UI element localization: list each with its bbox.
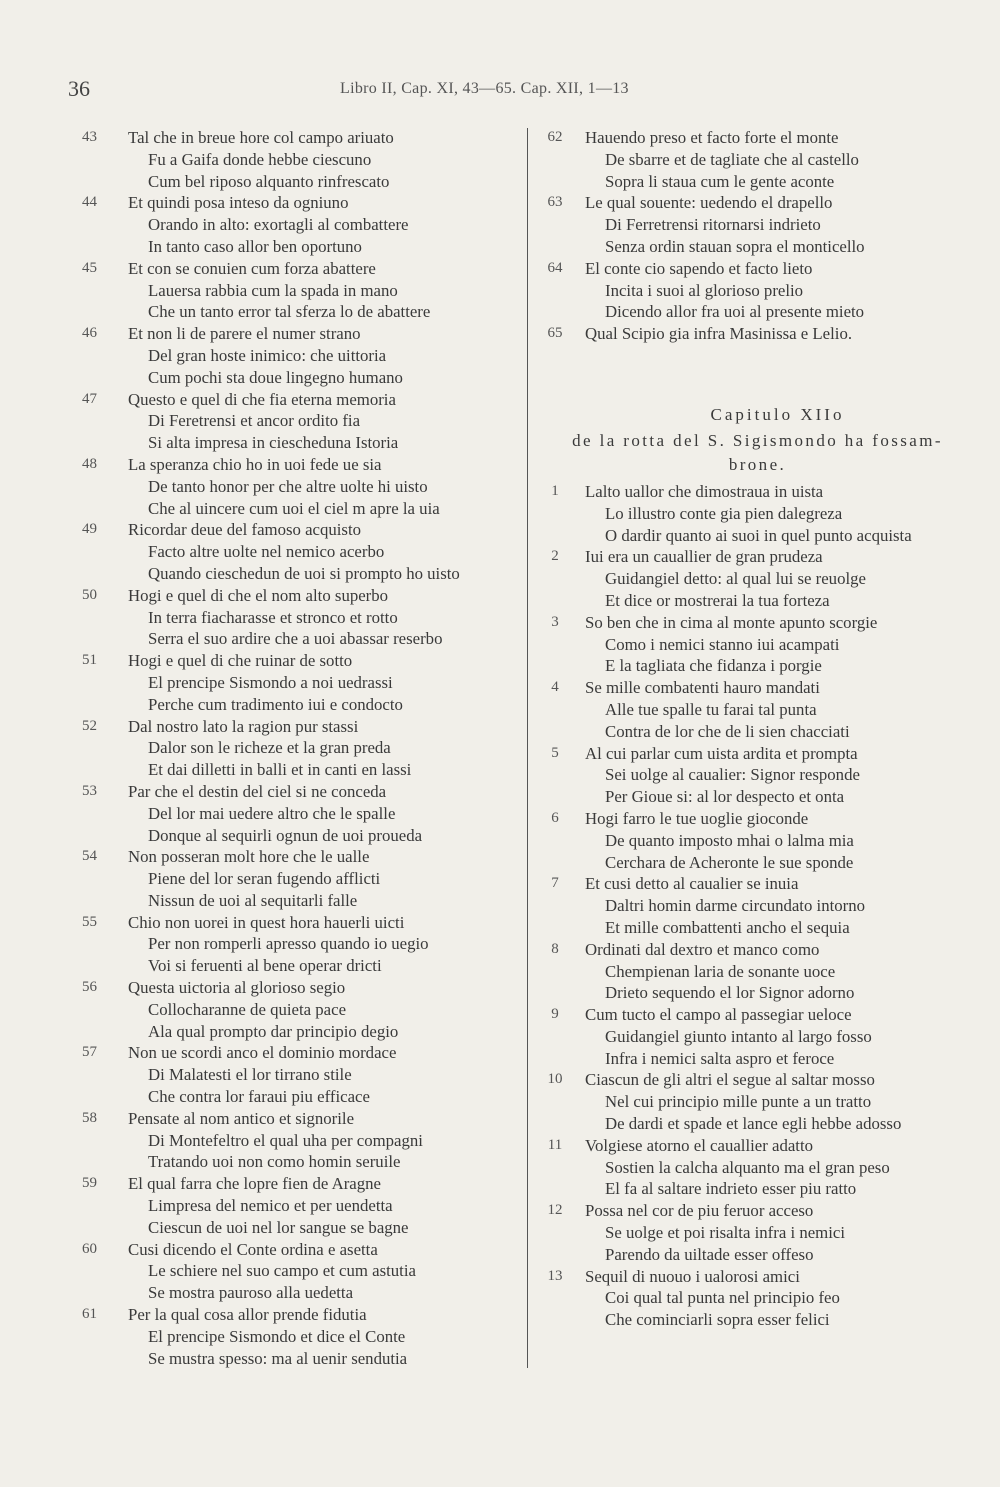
stanza-number: 57 xyxy=(82,1044,97,1061)
stanza-number: 1 xyxy=(551,482,559,499)
verse-line: Et mille combattenti ancho el sequia xyxy=(605,917,850,937)
verse-line: Tal che in breue hore col campo ariuato xyxy=(128,128,394,147)
verse-line: Como i nemici stanno iui acampati xyxy=(605,634,840,654)
verse-line: Lo illustro conte gia pien dalegreza xyxy=(605,503,843,523)
stanza xyxy=(535,127,980,192)
verse-line: Qual Scipio gia infra Masinissa e Lelio. xyxy=(585,324,853,344)
verse-line: Sopra li staua cum le gente aconte xyxy=(605,171,835,191)
verse-line: In terra fiacharasse et stronco et rotto xyxy=(148,607,398,627)
stanza xyxy=(535,192,980,257)
verse-line: Sostien la calcha alquanto ma el gran peso xyxy=(605,1157,890,1177)
stanza xyxy=(82,650,522,715)
verse-line: E la tagliata che fidanza i porgie xyxy=(605,656,822,676)
verse-line: Che contra lor faraui piu efficace xyxy=(148,1087,370,1107)
verse-line: Questa uictoria al glorioso segio xyxy=(128,978,346,998)
verse-line: Dicendo allor fra uoi al presente mieto xyxy=(605,302,865,322)
verse-line: Lauersa rabbia cum la spada in mano xyxy=(148,280,398,300)
verse-line: Incita i suoi al glorioso prelio xyxy=(605,280,804,300)
verse-line: Serra el suo ardire che a uoi abassar reserbo xyxy=(148,629,443,649)
verse-line: Dal nostro lato la ragion pur stassi xyxy=(128,716,359,736)
verse-line: Hogi e quel di che el nom alto superbo xyxy=(128,585,389,605)
stanza xyxy=(82,127,522,192)
stanza xyxy=(82,258,522,323)
stanza xyxy=(535,612,980,677)
stanza-number: 9 xyxy=(551,1006,559,1023)
stanza-number: 2 xyxy=(551,548,559,565)
verse-line: El qual farra che lopre fien de Aragne xyxy=(128,1174,381,1194)
verse-line: Guidangiel detto: al qual lui se reuolge xyxy=(605,569,866,589)
verse-line: Drieto sequendo el lor Signor adorno xyxy=(605,983,855,1003)
running-head: Libro II, Cap. XI, 43—65. Cap. XII, 1—13 xyxy=(340,80,629,97)
stanza xyxy=(535,1266,980,1331)
verse-line: Non ue scordi anco el dominio mordace xyxy=(128,1043,397,1063)
verse-line: De tanto honor per che altre uolte hi uisto xyxy=(148,476,428,496)
stanza xyxy=(535,1004,980,1069)
verse-line: Per non romperli apresso quando io uegio xyxy=(148,934,429,954)
page-number: 36 xyxy=(68,76,90,101)
verse-line: Ciescun de uoi nel lor sangue se bagne xyxy=(148,1217,409,1237)
verse-line: Coi qual tal punta nel principio feo xyxy=(605,1288,840,1308)
stanza xyxy=(82,519,522,584)
verse-line: El conte cio sapendo et facto lieto xyxy=(585,258,813,278)
stanza xyxy=(82,912,522,977)
verse-line: Di Montefeltro el qual uha per compagni xyxy=(148,1130,423,1150)
verse-line: De quanto imposto mhai o lalma mia xyxy=(605,830,854,850)
verse-line: Cerchara de Acheronte le sue sponde xyxy=(605,852,854,872)
stanza-number: 54 xyxy=(82,848,97,865)
verse-line: Contra de lor che de li sien chacciati xyxy=(605,721,850,741)
verse-line: Collocharanne de quieta pace xyxy=(148,999,347,1019)
verse-line: Fu a Gaifa donde hebbe ciescuno xyxy=(148,149,372,169)
verse-line: Del lor mai uedere altro che le spalle xyxy=(148,803,396,823)
verse-line: Nissun de uoi al sequitarli falle xyxy=(148,890,358,910)
stanza xyxy=(535,323,980,345)
verse-line: El fa al saltare indrieto esser piu ratto xyxy=(605,1179,857,1199)
verse-line: Piene del lor seran fugendo afflicti xyxy=(148,869,381,889)
verse-line: Infra i nemici salta aspro et feroce xyxy=(605,1048,835,1068)
verse-line: Iui era un cauallier de gran prudeza xyxy=(585,547,823,567)
stanza-number: 7 xyxy=(551,875,559,892)
stanza-number: 44 xyxy=(82,194,97,211)
verse-line: Al cui parlar cum uista ardita et prompta xyxy=(585,743,858,763)
verse-line: Quando cieschedun de uoi si prompto ho uisto xyxy=(148,563,460,583)
stanza xyxy=(82,454,522,519)
stanza xyxy=(535,1200,980,1265)
stanza xyxy=(535,1069,980,1134)
verse-line: Per Gioue si: al lor despecto et onta xyxy=(605,787,845,807)
verse-line: Hauendo preso et facto forte el monte xyxy=(585,128,839,147)
stanza xyxy=(82,977,522,1042)
verse-line: Possa nel cor de piu feruor acceso xyxy=(585,1201,814,1221)
stanza xyxy=(82,192,522,257)
stanza-number: 47 xyxy=(82,390,97,407)
verse-line: Le schiere nel suo campo et cum astutia xyxy=(148,1261,416,1281)
stanza xyxy=(535,677,980,742)
verse-line: Che un tanto error tal sferza lo de abattere xyxy=(148,302,431,322)
stanza-number: 4 xyxy=(551,679,559,696)
verse-line: Et con se conuien cum forza abattere xyxy=(128,258,376,278)
verse-line: Nel cui principio mille punte a un tratto xyxy=(605,1092,872,1112)
verse-line: Dalor son le richeze et la gran preda xyxy=(148,738,391,758)
left-column xyxy=(82,127,522,1369)
verse-line: Ricordar deue del famoso acquisto xyxy=(128,520,361,540)
stanza xyxy=(82,1173,522,1238)
verse-line: El prencipe Sismondo a noi uedrassi xyxy=(148,672,393,692)
stanza xyxy=(535,1135,980,1200)
chapter-subtitle xyxy=(535,429,980,477)
stanza-number: 59 xyxy=(82,1175,97,1192)
verse-line: Sequil di nuouo i ualorosi amici xyxy=(585,1266,800,1286)
stanza-number: 51 xyxy=(82,652,97,669)
verse-line: Daltri homin darme circundato intorno xyxy=(605,896,866,916)
verse-line: Chio non uorei in quest hora hauerli uicti xyxy=(128,912,405,932)
stanza xyxy=(535,873,980,938)
stanza-number: 61 xyxy=(82,1306,97,1323)
stanza-number: 45 xyxy=(82,259,97,276)
verse-line: Facto altre uolte nel nemico acerbo xyxy=(148,542,385,562)
verse-line: Et non li de parere el numer strano xyxy=(128,324,361,344)
column-divider xyxy=(527,128,528,1368)
stanzas-after-chapter xyxy=(535,481,980,1331)
stanza-number: 11 xyxy=(547,1136,563,1153)
stanza xyxy=(82,1304,522,1369)
verse-line: Pensate al nom antico et signorile xyxy=(128,1108,355,1128)
stanza-number: 49 xyxy=(82,521,97,538)
verse-line: Orando in alto: exortagli al combattere xyxy=(148,215,409,235)
verse-line: Lalto uallor che dimostraua in uista xyxy=(585,481,824,501)
stanza-number: 46 xyxy=(82,325,97,342)
verse-line: In tanto caso allor ben oportuno xyxy=(148,236,362,256)
stanza xyxy=(82,389,522,454)
verse-line: Cum tucto el campo al passegiar ueloce xyxy=(585,1005,852,1025)
verse-line: Del gran hoste inimico: che uittoria xyxy=(148,345,387,365)
chapter-spacer xyxy=(535,345,980,401)
verse-line: Cum pochi sta doue lingegno humano xyxy=(148,367,403,387)
stanza-number: 5 xyxy=(551,744,559,761)
stanza-number: 60 xyxy=(82,1240,97,1257)
right-column xyxy=(535,127,980,1331)
verse-line: Cusi dicendo el Conte ordina e asetta xyxy=(128,1239,378,1259)
stanza xyxy=(535,481,980,546)
chapter-subtitle-line: brone. xyxy=(728,454,787,474)
stanza-number: 10 xyxy=(547,1071,563,1088)
stanza-number: 65 xyxy=(547,325,563,342)
verse-line: Et dai dilletti in balli et in canti en lassi xyxy=(148,760,412,780)
verse-line: Tratando uoi non como homin seruile xyxy=(148,1152,401,1172)
stanza-number: 62 xyxy=(547,129,563,145)
stanza-number: 63 xyxy=(547,194,563,211)
stanza xyxy=(82,716,522,781)
stanza xyxy=(535,808,980,873)
verse-line: Donque al sequirli ognun de uoi proueda xyxy=(148,825,423,845)
verse-line: Per la qual cosa allor prende fidutia xyxy=(128,1305,367,1325)
stanza xyxy=(535,743,980,808)
stanza-number: 53 xyxy=(82,782,97,799)
verse-line: Se mustra spesso: ma al uenir sendutia xyxy=(148,1348,408,1368)
verse-line: Non posseran molt hore che le ualle xyxy=(128,847,370,867)
verse-line: Perche cum tradimento iui e condocto xyxy=(148,694,403,714)
verse-line: Par che el destin del ciel si ne conceda xyxy=(128,781,387,801)
stanza-number: 58 xyxy=(82,1109,97,1126)
verse-line: Et cusi detto al caualier se inuia xyxy=(585,874,799,894)
stanza xyxy=(535,939,980,1004)
verse-line: Hogi farro le tue uoglie gioconde xyxy=(585,808,809,828)
stanza-number: 55 xyxy=(82,913,97,930)
verse-line: Le qual souente: uedendo el drapello xyxy=(585,193,833,213)
verse-line: Ciascun de gli altri el segue al saltar mosso xyxy=(585,1070,875,1090)
verse-line: Alle tue spalle tu farai tal punta xyxy=(605,699,817,719)
stanza-number: 3 xyxy=(551,613,559,630)
verse-line: So ben che in cima al monte apunto scorgie xyxy=(585,612,878,632)
stanza-number: 50 xyxy=(82,586,97,603)
verse-line: Si alta impresa in ciescheduna Istoria xyxy=(148,433,399,453)
verse-line: Se mille combatenti hauro mandati xyxy=(585,678,820,698)
verse-line: La speranza chio ho in uoi fede ue sia xyxy=(128,454,382,474)
verse-line: Se uolge et poi risalta infra i nemici xyxy=(605,1223,845,1243)
stanza-number: 8 xyxy=(551,940,559,957)
stanza xyxy=(82,323,522,388)
stanza-number: 12 xyxy=(547,1202,563,1219)
verse-line: Et dice or mostrerai la tua forteza xyxy=(605,590,830,610)
verse-line: Sei uolge al caualier: Signor responde xyxy=(605,765,860,785)
verse-line: Ordinati dal dextro et manco como xyxy=(585,939,820,959)
verse-line: Questo e quel di che fia eterna memoria xyxy=(128,389,396,409)
stanza-number: 13 xyxy=(547,1267,563,1284)
chapter-title: Capitulo XIIo xyxy=(710,404,845,424)
verse-line: Et quindi posa inteso da ogniuno xyxy=(128,193,349,213)
verse-line: Che al uincere cum uoi el ciel m apre la uia xyxy=(148,498,440,518)
verse-line: Di Malatesti el lor tirrano stile xyxy=(148,1065,352,1085)
chapter-subtitle-line: de la rotta del S. Sigismondo ha fossam- xyxy=(572,430,943,450)
verse-line: Di Ferretrensi ritornarsi indrieto xyxy=(605,215,821,235)
verse-line: El prencipe Sismondo et dice el Conte xyxy=(148,1326,406,1346)
verse-line: Senza ordin stauan sopra el monticello xyxy=(605,236,865,256)
verse-line: De dardi et spade et lance egli hebbe adosso xyxy=(605,1114,902,1134)
verse-line: Limpresa del nemico et per uendetta xyxy=(148,1196,393,1216)
stanza-number: 64 xyxy=(547,259,563,276)
verse-line: De sbarre et de tagliate che al castello xyxy=(605,149,859,169)
verse-line: Cum bel riposo alquanto rinfrescato xyxy=(148,171,390,191)
verse-line: Di Feretrensi et ancor ordito fia xyxy=(148,411,361,431)
verse-line: Volgiese atorno el cauallier adatto xyxy=(585,1135,814,1155)
stanza xyxy=(82,1108,522,1173)
stanza-number: 56 xyxy=(82,979,97,996)
stanza xyxy=(535,546,980,611)
stanza-number: 43 xyxy=(82,129,97,145)
stanza-number: 52 xyxy=(82,717,97,734)
verse-line: Voi si feruenti al bene operar dricti xyxy=(148,956,382,976)
verse-line: Ala qual prompto dar principio degio xyxy=(148,1021,399,1041)
verse-line: Che cominciarli sopra esser felici xyxy=(605,1310,830,1330)
verse-line: Parendo da uiltade esser offeso xyxy=(605,1244,814,1264)
verse-line: Hogi e quel di che ruinar de sotto xyxy=(128,651,353,671)
verse-line: Chempienan laria de sonante uoce xyxy=(605,961,836,981)
stanza xyxy=(82,1042,522,1107)
stanza xyxy=(82,846,522,911)
verse-line: Se mostra pauroso alla uedetta xyxy=(148,1283,354,1303)
stanzas-before-chapter xyxy=(535,127,980,345)
stanza xyxy=(535,258,980,323)
stanza xyxy=(82,781,522,846)
verse-line: Guidangiel giunto intanto al largo fosso xyxy=(605,1026,872,1046)
stanza xyxy=(82,585,522,650)
verse-line: O dardir quanto ai suoi in quel punto acquista xyxy=(605,525,912,545)
stanza xyxy=(82,1239,522,1304)
stanza-number: 48 xyxy=(82,455,97,472)
stanza-number: 6 xyxy=(551,809,559,826)
